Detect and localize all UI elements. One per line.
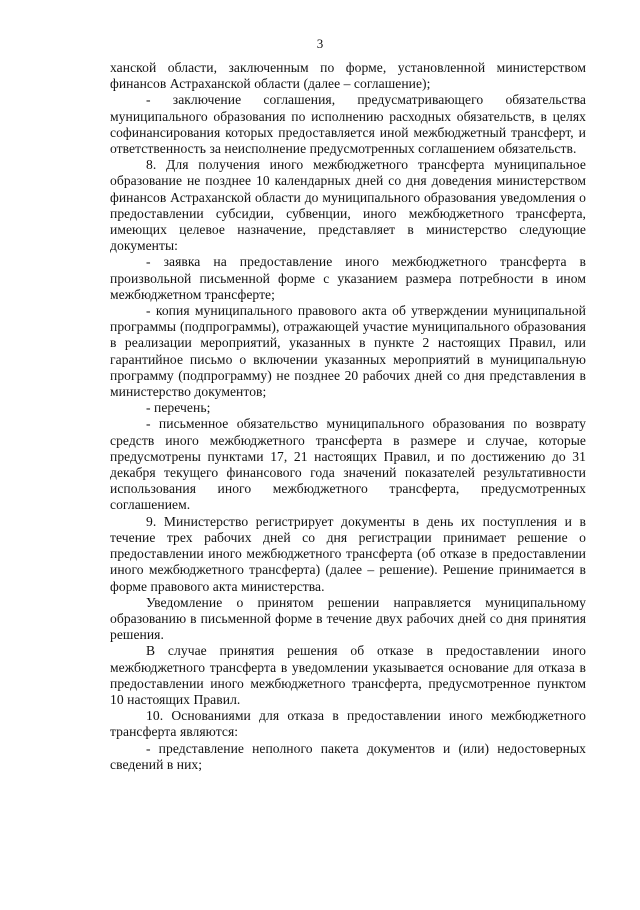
paragraph-application: - заявка на предоставление иного межбюджетного трансферта в произвольной письменной форме с указанием размера потребности в ином межбюджетном трансферте; — [110, 254, 586, 302]
paragraph-section-10: 10. Основаниями для отказа в предоставлении иного межбюджетного трансферта являются: — [110, 708, 586, 740]
paragraph-legal-act-copy: - копия муниципального правового акта об утверждении муниципальной программы (подпрограммы), отражающей участие муниципального образования в реализации мероприятий, указанных в пункте 2 настоящих Правил, или гарантийное письмо о включении указанных мероприятий в муниципальную программу (подпрограмму) не позднее 20 рабочих дней со дня представления в министерство документов; — [110, 303, 586, 400]
paragraph-refusal-case: В случае принятия решения об отказе в предоставлении иного межбюджетного трансферта в уведомлении указывается основание для отказа в предоставлении иного межбюджетного трансферта, предусмотренное пунктом 10 настоящих Правил. — [110, 643, 586, 707]
paragraph-section-8: 8. Для получения иного межбюджетного трансферта муниципальное образование не позднее 10 календарных дней со дня доведения министерством финансов Астраханской области до муниципального образования уведомления о предоставлении субсидии, субвенции, иного межбюджетного трансферта, имеющих целевое назначение, представляет в министерство следующие документы: — [110, 157, 586, 254]
paragraph-notification: Уведомление о принятом решении направляется муниципальному образованию в письменной форме в течение двух рабочих дней со дня принятия решения. — [110, 594, 586, 643]
paragraph-agreement-obligation: - заключение соглашения, предусматривающего обязательства муниципального образования по исполнению расходных обязательств, в целях софинансирования которых предоставляется иной межбюджетный трансферт, и ответственность за неисполнение предусмотренных соглашением обязательств. — [110, 92, 586, 157]
page-number: 3 — [316, 36, 324, 51]
paragraph-continuation: ханской области, заключенным по форме, установленной министерством финансов Астраханской области (далее – соглашение); — [110, 60, 586, 92]
paragraph-list: - перечень; — [146, 400, 211, 416]
paragraph-incomplete-package: - представление неполного пакета документов и (или) недостоверных сведений в них; — [110, 740, 586, 772]
paragraph-written-obligation: - письменное обязательство муниципального образования по возврату средств иного межбюджетного трансферта в размере и случае, которые предусмотрены пунктами 17, 21 настоящих Правил, и по достижению до 31 декабря текущего финансового года значений показателей результативности использования иного межбюджетного трансферта, предусмотренных соглашением. — [110, 416, 586, 513]
paragraph-section-9: 9. Министерство регистрирует документы в день их поступления и в течение трех рабочих дней со дня регистрации принимает решение о предоставлении иного межбюджетного трансферта (об отказе в предоставлении иного межбюджетного трансферта) (далее – решение). Решение принимается в форме правового акта министерства. — [110, 513, 586, 594]
document-body — [110, 60, 586, 773]
